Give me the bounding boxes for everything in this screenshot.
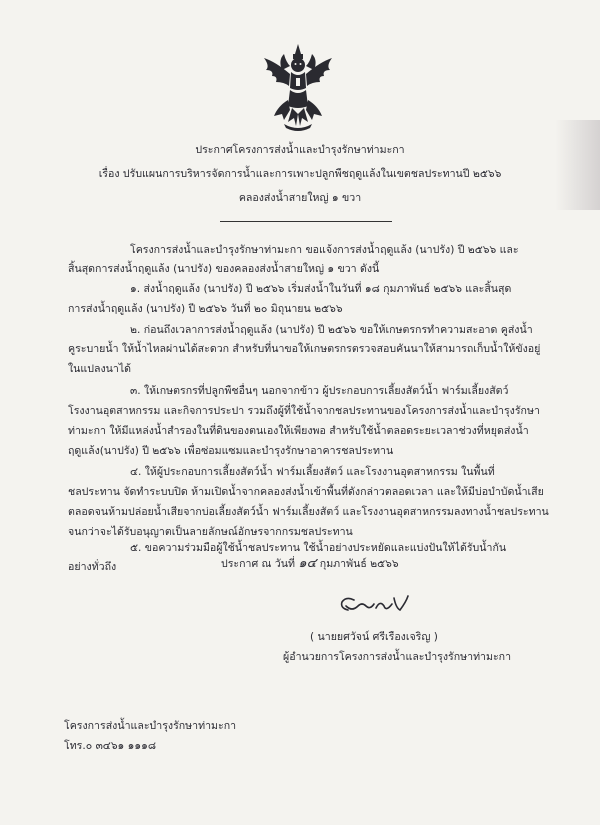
notice-title: ประกาศโครงการส่งน้ำและบำรุงรักษาท่ามะกา	[195, 144, 405, 156]
footer-office: โครงการส่งน้ำและบำรุงรักษาท่ามะกา	[64, 720, 237, 732]
date-prefix: ประกาศ ณ วันที่	[221, 558, 295, 570]
title-divider	[220, 221, 392, 222]
item-2-line-1: ๒. ก่อนถึงเวลาการส่งน้ำฤดูแล้ง (นาปรัง) ปี ๒๕๖๖ ขอให้เกษตรกรทำความสะอาด คูส่งน้ำ	[130, 324, 533, 336]
item-4-line-1: ๔. ให้ผู้ประกอบการเลี้ยงสัตว์น้ำ ฟาร์มเลี้ยงสัตว์ และโรงงานอุตสาหกรรม ในพื้นที่	[130, 466, 495, 478]
intro-line-1: โครงการส่งน้ำและบำรุงรักษาท่ามะกา ขอแจ้งการส่งน้ำฤดูแล้ง (นาปรัง) ปี ๒๕๖๖ และ	[130, 244, 519, 256]
subject-label: เรื่อง	[98, 168, 120, 180]
signatory-name: ( นายยศวัจน์ ศรีเรืองเจริญ )	[310, 631, 438, 643]
signatory-position: ผู้อำนวยการโครงการส่งน้ำและบำรุงรักษาท่ามะกา	[283, 651, 512, 663]
issue-date	[221, 557, 399, 571]
intro-line-2: สิ้นสุดการส่งน้ำฤดูแล้ง (นาปรัง) ของคลองส่งน้ำสายใหญ่ ๑ ขวา ดังนี้	[68, 263, 380, 275]
garuda-emblem-icon	[258, 40, 338, 135]
item-4-line-4: จนกว่าจะได้รับอนุญาตเป็นลายลักษณ์อักษรจากกรมชลประทาน	[68, 526, 353, 538]
item-5-line-1: ๕. ขอความร่วมมือผู้ใช้น้ำชลประทาน ใช้น้ำอย่างประหยัดและแบ่งปันให้ได้รับน้ำกัน	[130, 542, 507, 554]
handwritten-signature	[336, 592, 416, 622]
canal-name: คลองส่งน้ำสายใหญ่ ๑ ขวา	[238, 192, 362, 204]
item-3-line-1: ๓. ให้เกษตรกรที่ปลูกพืชอื่นๆ นอกจากข้าว ผู้ประกอบการเลี้ยงสัตว์น้ำ ฟาร์มเลี้ยงสัตว์	[130, 385, 509, 397]
item-4-line-2: ชลประทาน จัดทำระบบปิด ห้ามเปิดน้ำจากคลองส่งน้ำเข้าพื้นที่ดังกล่าวตลอดเวลา และให้มีบ่อบำบัดน้ำเสีย	[68, 486, 544, 498]
item-3-line-2: โรงงานอุตสาหกรรม และกิจการประปา รวมถึงผู้ที่ใช้น้ำจากชลประทานของโครงการส่งน้ำและบำรุงรักษา	[68, 405, 540, 417]
date-day: ๑๔	[298, 556, 317, 571]
item-2-line-2: คูระบายน้ำ ให้น้ำไหลผ่านได้สะดวก สำหรับที่นาขอให้เกษตรกรตรวจสอบคันนาให้สามารถเก็บน้ำให้ขังอยู่	[68, 343, 541, 355]
date-month-year: กุมภาพันธ์ ๒๕๖๖	[319, 558, 399, 570]
footer-phone: โทร.๐ ๓๔๖๑ ๑๑๑๘	[64, 740, 156, 752]
item-1-line-2: การส่งน้ำฤดูแล้ง (นาปรัง) ปี ๒๕๖๖ วันที่ ๒๐ มิถุนายน ๒๕๖๖	[68, 303, 343, 315]
subject-text: ปรับแผนการบริหารจัดการน้ำและการเพาะปลูกพืชฤดูแล้งในเขตชลประทานปี ๒๕๖๖	[122, 168, 502, 180]
notice-subject	[0, 167, 600, 181]
item-2-line-3: ในแปลงนาได้	[68, 363, 132, 375]
item-4-line-3: ตลอดจนห้ามปล่อยน้ำเสียจากบ่อเลี้ยงสัตว์น้ำ ฟาร์มเลี้ยงสัตว์ และโรงงานอุตสาหกรรมลงทางน้ำชลประทาน	[68, 506, 549, 518]
item-3-line-4: ฤดูแล้ง(นาปรัง) ปี ๒๕๖๖ เพื่อซ่อมแซมและบำรุงรักษาอาคารชลประทาน	[68, 445, 394, 457]
item-1-line-1: ๑. ส่งน้ำฤดูแล้ง (นาปรัง) ปี ๒๕๖๖ เริ่มส่งน้ำในวันที่ ๑๘ กุมภาพันธ์ ๒๕๖๖ และสิ้นสุด	[130, 283, 512, 295]
item-3-line-3: ท่ามะกา ให้มีแหล่งน้ำสำรองในที่ดินของตนเองให้เพียงพอ สำหรับใช้น้ำตลอดระยะเวลาช่วงที่หยุดส่งน้ำ	[68, 425, 529, 437]
item-5-line-2: อย่างทั่วถึง	[68, 561, 117, 573]
